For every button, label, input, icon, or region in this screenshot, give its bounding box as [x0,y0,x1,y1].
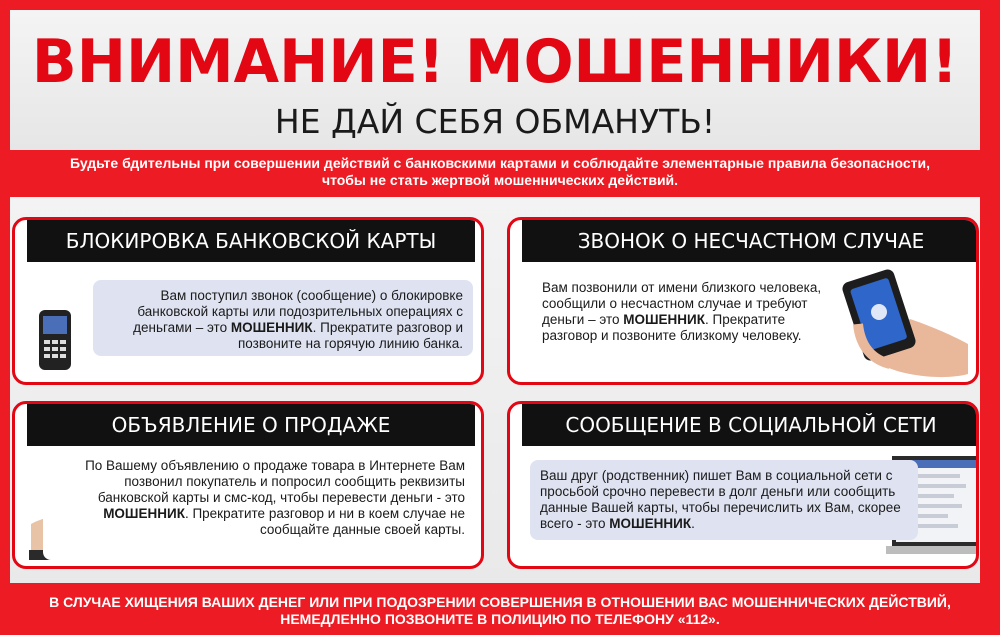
card-description: Ваш друг (родственник) пишет Вам в социальной сети с просьбой срочно перевести в долг деньги или сообщить данные Вашей карты, чтобы перечислить их Вам, скорее всего - это МОШЕННИК. [530,460,918,540]
card-title: СООБЩЕНИЕ В СОЦИАЛЬНОЙ СЕТИ [522,404,979,446]
footer-warning [20,594,980,628]
card-accident-call [507,217,979,385]
card-description: По Вашему объявлению о продаже товара в Интернете Вам позвонил покупатель и попросил сообщить реквизиты банковской карты и смс-код, чтобы перевести деньги - это МОШЕННИК. Прекратите разговор и ни в коем случае не сообщайте данные своей карты. [43,456,475,560]
header-band [10,10,980,150]
card-title: БЛОКИРОВКА БАНКОВСКОЙ КАРТЫ [27,220,475,262]
card-sale-ad [12,401,484,569]
intro-text [20,155,980,189]
card-social-message [507,401,979,569]
page-title: ВНИМАНИЕ! МОШЕННИКИ! [31,27,959,97]
card-card-block [12,217,484,385]
footer-line-2: НЕМЕДЛЕННО ПОЗВОНИТЕ В ПОЛИЦИЮ ПО ТЕЛЕФОНУ «112». [280,611,720,627]
card-title: ЗВОНОК О НЕСЧАСТНОМ СЛУЧАЕ [522,220,979,262]
card-title: ОБЪЯВЛЕНИЕ О ПРОДАЖЕ [27,404,475,446]
card-description: Вам позвонили от имени близкого человека, сообщили о несчастном случае и требуют деньги – это МОШЕННИК. Прекратите разговор и позвоните близкому человеку. [532,276,832,362]
smartphone-in-hand-icon [830,264,970,385]
cards-panel [10,197,980,583]
page-subtitle: НЕ ДАЙ СЕБЯ ОБМАНУТЬ! [274,102,716,141]
footer-line-1: В СЛУЧАЕ ХИЩЕНИЯ ВАШИХ ДЕНЕГ ИЛИ ПРИ ПОДОЗРЕНИИ СОВЕРШЕНИЯ В ОТНОШЕНИИ ВАС МОШЕННИЧЕСКИХ ДЕЙСТВИЙ, [49,594,951,610]
mobile-phone-icon [35,308,85,379]
intro-line-1: Будьте бдительны при совершении действий с банковскими картами и соблюдайте элементарные правила безопасности, [69,155,931,171]
intro-line-2: чтобы не стать жертвой мошеннических действий. [321,172,679,188]
card-description: Вам поступил звонок (сообщение) о блокировке банковской карты или подозрительных операциях с деньгами – это МОШЕННИК. Прекратите разговор и позвоните на горячую линию банка. [93,280,473,356]
